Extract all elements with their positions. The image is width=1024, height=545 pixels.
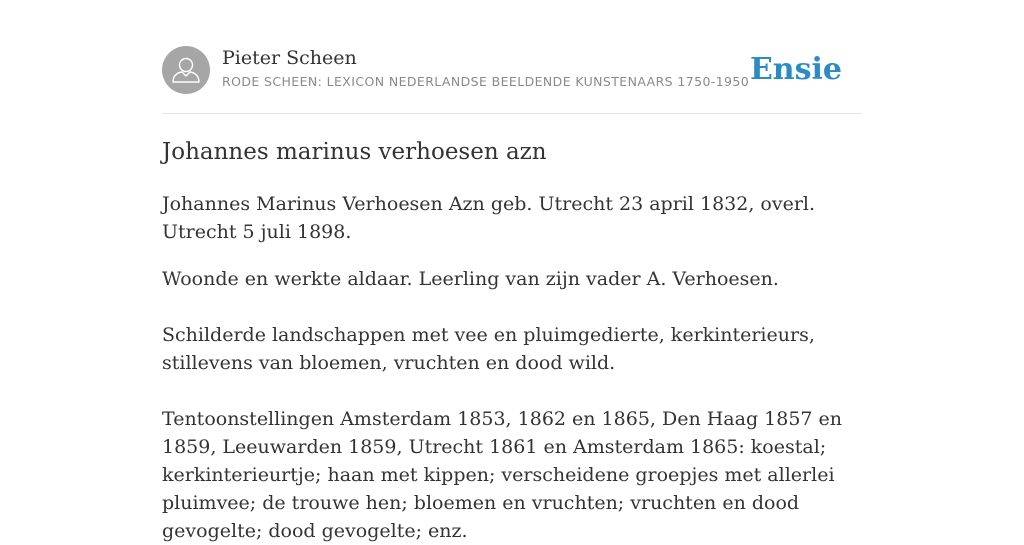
paragraph-biography: Johannes Marinus Verhoesen Azn geb. Utrecht 23 april 1832, overl. Utrecht 5 juli 1898.: [162, 193, 816, 243]
ensie-logo[interactable]: Ensie: [749, 52, 842, 87]
user-silhouette-icon: [162, 46, 210, 94]
source-title[interactable]: RODE SCHEEN: LEXICON NEDERLANDSE BEELDENDE KUNSTENAARS 1750-1950: [222, 74, 750, 89]
article-title: Johannes marinus verhoesen azn: [162, 139, 547, 165]
header-divider: [162, 113, 862, 114]
article-header: [162, 46, 862, 96]
paragraph-exhibitions: Tentoonstellingen Amsterdam 1853, 1862 en 1865, Den Haag 1857 en 1859, Leeuwarden 1859, Utrecht 1861 en Amsterdam 1865: koestal; kerkinterieurtje; haan met kippen; verscheidene groepjes met allerlei pluimvee; de trouwe hen; bloemen en vruchten; vruchten en dood gevogelte; dood gevogelte; enz.: [162, 408, 843, 542]
article-content: [162, 136, 862, 545]
paragraph-training: Woonde en werkte aldaar. Leerling van zijn vader A. Verhoesen.: [162, 268, 779, 290]
author-name[interactable]: Pieter Scheen: [222, 47, 357, 69]
paragraph-subjects: Schilderde landschappen met vee en pluimgedierte, kerkinterieurs, stillevens van bloemen, vruchten en dood wild.: [162, 324, 815, 374]
user-avatar-icon: [162, 46, 210, 94]
